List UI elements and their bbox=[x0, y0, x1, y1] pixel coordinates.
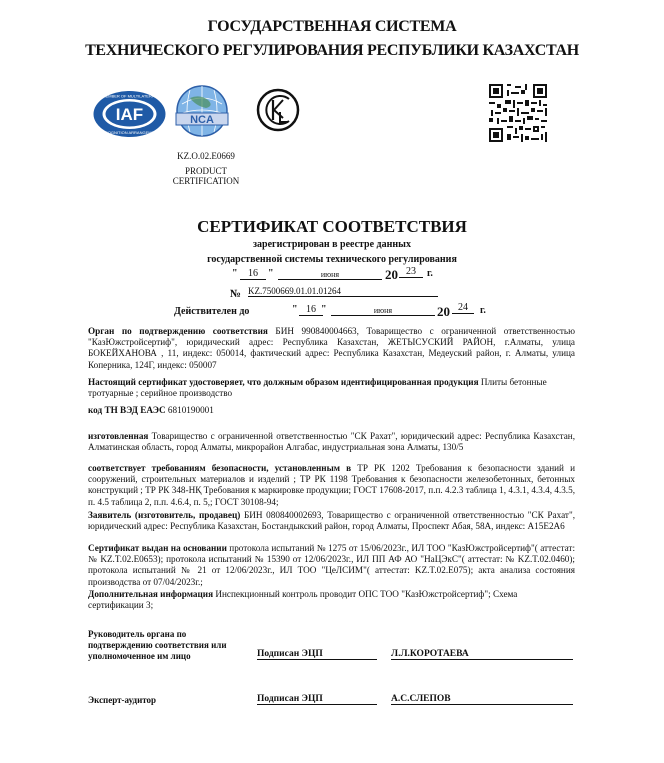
issue-date-year-suffix: 23 bbox=[399, 266, 423, 278]
accreditation-type-line-2: CERTIFICATION bbox=[172, 176, 240, 186]
valid-date-quote-close: " bbox=[321, 304, 327, 315]
additional-info-paragraph bbox=[88, 589, 575, 611]
valid-until-label: Действителен до bbox=[174, 306, 250, 317]
issue-date-month: июня bbox=[278, 268, 382, 280]
issue-date-year-prefix: 20 bbox=[385, 267, 398, 282]
tnved-code-label: код ТН ВЭД ЕАЭС bbox=[88, 405, 166, 415]
certificate-number: KZ.7500669.01.01.01264 bbox=[248, 286, 438, 297]
product-label: Настоящий сертификат удостоверяет, что должным образом идентифицированная продукция bbox=[88, 377, 479, 387]
kz-conformity-mark-icon bbox=[256, 88, 300, 132]
valid-date-day: 16 bbox=[299, 304, 323, 316]
tnved-code-value: 6810190001 bbox=[165, 405, 214, 415]
certificate-title: СЕРТИФИКАТ СООТВЕТСТВИЯ bbox=[197, 217, 467, 236]
applicant-paragraph bbox=[88, 510, 575, 532]
iaf-logo-icon bbox=[92, 89, 167, 139]
issue-date-day: 16 bbox=[240, 268, 266, 280]
valid-date-year-unit: г. bbox=[480, 305, 486, 316]
signature-1-signed: Подписан ЭЦП bbox=[257, 649, 377, 660]
valid-date-year-suffix: 24 bbox=[452, 302, 474, 314]
signature-1-role-line-1: Руководитель органа по bbox=[88, 629, 187, 639]
applicant-text: БИН 080840002693, Товарищество с ограниченной ответственностью "СК Рахат", юридический адрес: Республика Казахстан, Бостандыкский район, город Алматы, Проспект Абая, 58А, индекс: А15Е2А6 bbox=[88, 510, 575, 532]
certification-body-paragraph bbox=[88, 326, 575, 371]
certificate-number-row bbox=[0, 286, 664, 302]
manufacturer-label: изготовленная bbox=[88, 431, 149, 441]
issue-date-row bbox=[0, 268, 664, 286]
valid-date-quote-open: " bbox=[292, 304, 298, 315]
accreditation-type-line-1: PRODUCT bbox=[184, 166, 227, 176]
registered-line-2: государственной системы технического регулирования bbox=[207, 254, 457, 265]
signature-2-name: А.С.СЛЕПОВ bbox=[391, 694, 573, 705]
product-paragraph bbox=[88, 377, 575, 399]
svg-text:RECOGNITION ARRANGEMENT: RECOGNITION ARRANGEMENT bbox=[99, 130, 160, 135]
signature-2-role: Эксперт-аудитор bbox=[88, 695, 157, 705]
signature-2-signed: Подписан ЭЦП bbox=[257, 694, 377, 705]
registered-line-1: зарегистрирован в реестре данных bbox=[253, 239, 411, 250]
svg-text:IAF: IAF bbox=[115, 105, 144, 124]
header-line-1: ГОСУДАРСТВЕННАЯ СИСТЕМА bbox=[207, 18, 457, 35]
issue-date-year-unit: г. bbox=[427, 268, 433, 279]
certification-body-text: БИН 990840004663, Товарищество с ограниченной ответственностью "КазЮжстройсертиф", юридический адрес: Республика Казахстан, ЖЕТЫСУСКИЙ РАЙОН, г.Алматы, улица БОКЕЙХАНОВА , 11, индекс: 050014, фактический адрес: Республика Казахстан, Медеуский район, г. Алматы, улица Коперника, 124Г, индекс: 050007 bbox=[88, 326, 575, 370]
signature-1-role-line-2: подтверждению соответствия или bbox=[88, 640, 227, 650]
issue-date-quote-close: " bbox=[268, 268, 274, 279]
additional-info-text: Инспекционный контроль проводит ОПС ТОО "КазЮжстройсертиф"; Схема сертификации 3; bbox=[88, 589, 518, 611]
tnved-code-paragraph bbox=[88, 405, 575, 416]
accreditation-type bbox=[160, 166, 252, 186]
manufacturer-paragraph bbox=[88, 431, 575, 453]
basis-label: Сертификат выдан на основании bbox=[88, 543, 227, 553]
applicant-label: Заявитель (изготовитель, продавец) bbox=[88, 510, 241, 520]
valid-date-year-prefix: 20 bbox=[437, 304, 450, 319]
number-label: № bbox=[230, 288, 242, 300]
svg-text:NCA: NCA bbox=[190, 114, 214, 126]
issue-date-quote-open: " bbox=[232, 268, 238, 279]
compliance-label: соответствует требованиям безопасности, установленным в bbox=[88, 463, 352, 473]
additional-info-label: Дополнительная информация bbox=[88, 589, 214, 599]
compliance-paragraph bbox=[88, 463, 575, 508]
nca-logo-icon bbox=[174, 84, 230, 142]
product-text: Плиты бетонные тротуарные ; серийное производство bbox=[88, 377, 547, 399]
valid-until-row bbox=[0, 304, 664, 320]
basis-text: протокола испытаний № 1275 от 15/06/2023г., ИЛ ТОО "КазЮжстройсертиф"( аттестат: № KZ.T.02.E0653); протокола испытаний № 15390 от 12/06/2023г., ИЛ ПП АФ АО "НаЦЭкС"( аттестат: № KZ.T.02.0460); протокола испытаний № 21 от 12/06/2023г., ИЛ ТОО "ЦеЛСИМ"( аттестат: KZ.T.02.E075); акта анализа состояния производства от 07/04/2023г.; bbox=[88, 543, 575, 587]
manufacturer-text: Товарищество с ограниченной ответственностью "СК Рахат", юридический адрес: Республика Казахстан, Алматинская область, город Алматы, микрорайон Алгабас, индустриальная зона Алматы, 130/5 bbox=[88, 431, 575, 453]
header-line-2: ТЕХНИЧЕСКОГО РЕГУЛИРОВАНИЯ РЕСПУБЛИКИ КАЗАХСТАН bbox=[85, 42, 579, 59]
svg-text:MEMBER OF MULTILATERAL: MEMBER OF MULTILATERAL bbox=[102, 93, 157, 99]
signature-1-role bbox=[88, 629, 238, 662]
valid-date-month: июня bbox=[331, 304, 435, 316]
accreditation-code: KZ.O.02.E0669 bbox=[177, 151, 235, 161]
qr-code-icon bbox=[487, 82, 549, 144]
signature-1-role-line-3: уполномоченное им лицо bbox=[88, 651, 191, 661]
compliance-text: ТР РК 1202 Требования к безопасности зданий и сооружений, строительных материалов и изделий ; ТР РК 1198 Требования к безопасности железобетонных, бетонных конструкций ; ТР РК 348-НҚ Требования к маркировке продукции; ГОСТ 17608-2017, п.п. 4.2.3 таблица 1, 4.3.1, 4.3.4, 4.3.5, п. 4.5 таблица 2, п.п. 4.6.4, п. 5,; ГОСТ 30108-94; bbox=[88, 463, 575, 507]
basis-paragraph bbox=[88, 543, 575, 588]
signature-1-name: Л.Л.КОРОТАЕВА bbox=[391, 649, 573, 660]
certification-body-label: Орган по подтверждению соответствия bbox=[88, 326, 268, 336]
